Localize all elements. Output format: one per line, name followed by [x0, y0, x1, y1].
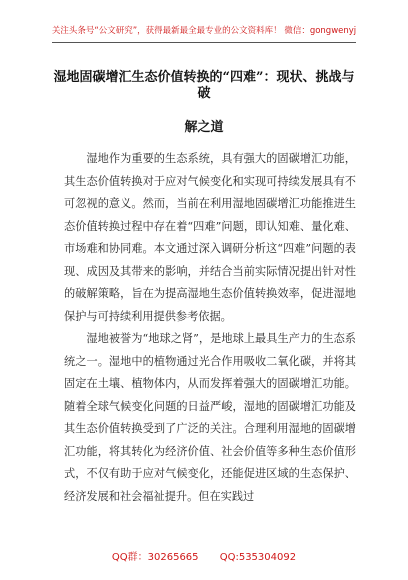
document-body: [64, 148, 356, 508]
document-title-line-1: 湿地固碳增汇生态价值转换的“四难”：现状、挑战与破: [53, 70, 355, 101]
footer-qq-group: QQ群：30265665: [111, 552, 199, 563]
footer-qq: QQ:535304092: [219, 552, 297, 563]
header-notice: 关注头条号“公文研究”，获得最新最全最专业的公文资料库！ 微信：gongwenyj: [51, 26, 357, 36]
paragraph-2: 湿地被誉为“地球之肾”，是地球上最具生产力的生态系统之一。湿地中的植物通过光合作用吸收二氧化碳，并将其固定在土壤、植物体内，从而发挥着强大的固碳增汇功能。随着全球气候变化问题的日益严峻，湿地的固碳增汇功能及其生态价值转换受到了广泛的关注。合理利用湿地的固碳增汇功能，将其转化为经济价值、社会价值等多种生态价值形式，不仅有助于应对气候变化，还能促进区域的生态保护、经济发展和社会福祉提升。但在实践过: [64, 332, 356, 503]
footer: [0, 548, 408, 563]
header-divider: [52, 42, 356, 43]
paragraph-1: 湿地作为重要的生态系统，具有强大的固碳增汇功能，其生态价值转换对于应对气候变化和实现可持续发展具有不可忽视的意义。然而，当前在利用湿地固碳增汇功能推进生态价值转换过程中存在着“四难”问题，即认知难、量化难、市场难和协同难。本文通过深入调研分析这“四难”问题的表现、成因及其带来的影响，并结合当前实际情况提出针对性的破解策略，旨在为提高湿地生态价值转换效率，促进湿地保护与可持续利用提供参考依据。: [64, 152, 356, 323]
document-title-line-2: 解之道: [184, 120, 224, 135]
